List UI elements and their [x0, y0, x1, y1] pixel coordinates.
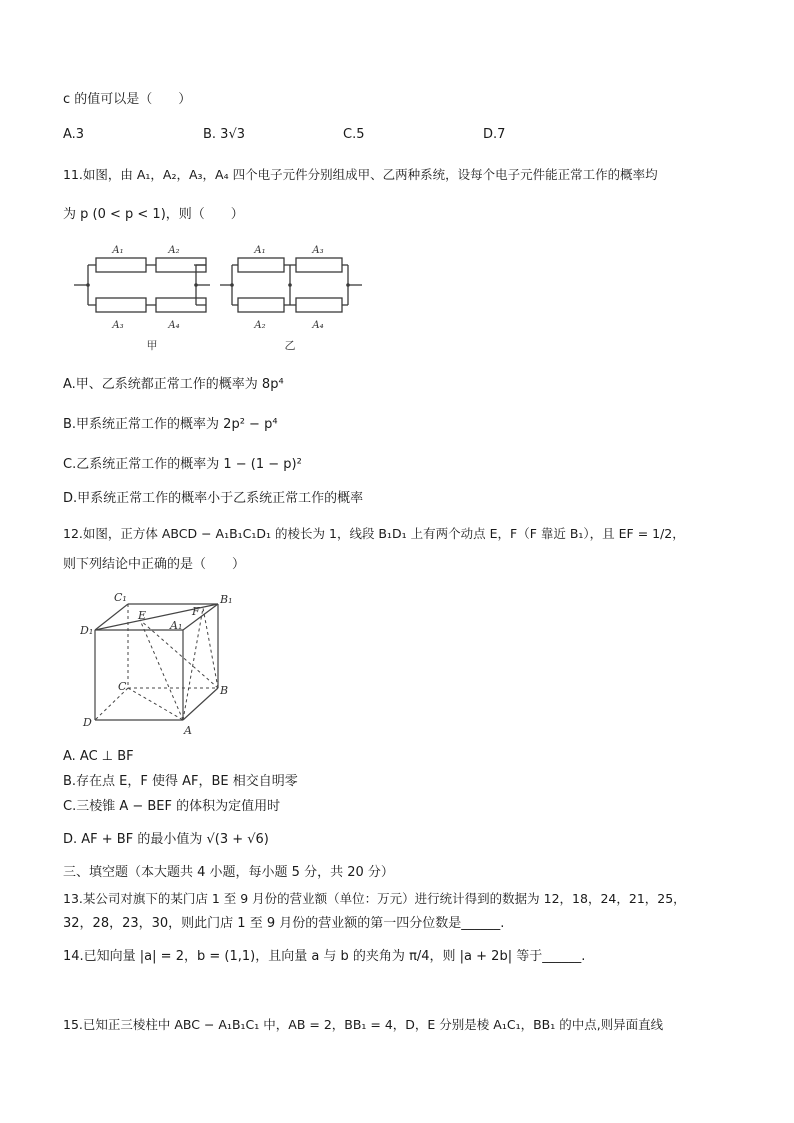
- q13-line-1: 13.某公司对旗下的某门店 1 至 9 月份的营业额（单位：万元）进行统计得到的数据为 12，18，24，21，25，: [63, 891, 686, 906]
- q12-option-c: C.三棱锥 A − BEF 的体积为定值用时: [63, 799, 281, 814]
- cube-label-e: E: [138, 609, 147, 622]
- q12-stem-line-2: 则下列结论中正确的是（ ）: [63, 557, 246, 572]
- cube-label-a1: A₁: [170, 619, 183, 632]
- q11-stem-line-2: 为 p (0 < p < 1)，则（ ）: [63, 207, 244, 222]
- yi-label-a4: A₄: [312, 320, 324, 331]
- jia-label-a1: A₁: [112, 245, 124, 256]
- yi-label-a1: A₁: [254, 245, 266, 256]
- yi-a1-box: [238, 258, 284, 272]
- q10-option-c: C.5: [343, 127, 365, 142]
- cube-label-a: A: [184, 724, 192, 737]
- jia-a3-box: [96, 298, 146, 312]
- yi-label-a2: A₂: [254, 320, 266, 331]
- q12-stem-line-1: 12.如图，正方体 ABCD − A₁B₁C₁D₁ 的棱长为 1，线段 B₁D₁ 上有两个动点 E，F（F 靠近 B₁），且 EF = 1/2，: [63, 526, 685, 541]
- cube-label-b1: B₁: [220, 593, 233, 606]
- yi-label-a3: A₃: [312, 245, 324, 256]
- jia-label-a4: A₄: [168, 320, 180, 331]
- cube-label-b: B: [220, 684, 229, 697]
- yi-system-label: 乙: [284, 339, 296, 352]
- q11-option-a: A.甲、乙系统都正常工作的概率为 8p⁴: [63, 377, 284, 392]
- q11-option-d: D.甲系统正常工作的概率小于乙系统正常工作的概率: [63, 491, 364, 506]
- section-heading: 三、填空题（本大题共 4 小题，每小题 5 分，共 20 分）: [63, 865, 394, 880]
- yi-a4-box: [296, 298, 342, 312]
- cube-label-d1: D₁: [80, 624, 94, 637]
- q11-option-b: B.甲系统正常工作的概率为 2p² − p⁴: [63, 417, 278, 432]
- q14-line: 14.已知向量 |a| = 2，b = (1,1)，且向量 a 与 b 的夹角为 π/4，则 |a + 2b| 等于______.: [63, 949, 586, 964]
- q11-stem-line-1: 11.如图，由 A₁，A₂，A₃，A₄ 四个电子元件分别组成甲、乙两种系统，设每个电子元件能正常工作的概率均: [63, 167, 658, 182]
- cube-label-c: C: [118, 680, 127, 693]
- q11-option-c: C.乙系统正常工作的概率为 1 − (1 − p)²: [63, 457, 302, 472]
- q12-option-b: B.存在点 E，F 使得 AF，BE 相交自明零: [63, 774, 298, 789]
- q13-line-2: 32，28，23，30，则此门店 1 至 9 月份的营业额的第一四分位数是______.: [63, 916, 505, 931]
- q10-option-a: A.3: [63, 127, 85, 142]
- jia-label-a2: A₂: [168, 245, 180, 256]
- cube-label-c1: C₁: [114, 591, 127, 604]
- cube-label-f: F: [192, 605, 200, 618]
- q15-line: 15.已知正三棱柱中 ABC − A₁B₁C₁ 中，AB = 2，BB₁ = 4，D，E 分别是棱 A₁C₁，BB₁ 的中点,则异面直线: [63, 1017, 664, 1032]
- q12-option-d: D. AF + BF 的最小值为 √(3 + √6): [63, 832, 269, 847]
- q10-stem: c 的值可以是（ ）: [63, 92, 192, 107]
- cube-figure: [80, 588, 240, 738]
- cube-label-d: D: [83, 716, 92, 729]
- q10-option-d: D.7: [483, 127, 506, 142]
- jia-system-label: 甲: [146, 339, 158, 352]
- jia-label-a3: A₃: [112, 320, 124, 331]
- q12-option-a: A. AC ⊥ BF: [63, 749, 134, 764]
- circuit-figure: [66, 236, 366, 356]
- yi-a3-box: [296, 258, 342, 272]
- q10-option-b: B. 3√3: [203, 127, 246, 142]
- jia-a1-box: [96, 258, 146, 272]
- yi-a2-box: [238, 298, 284, 312]
